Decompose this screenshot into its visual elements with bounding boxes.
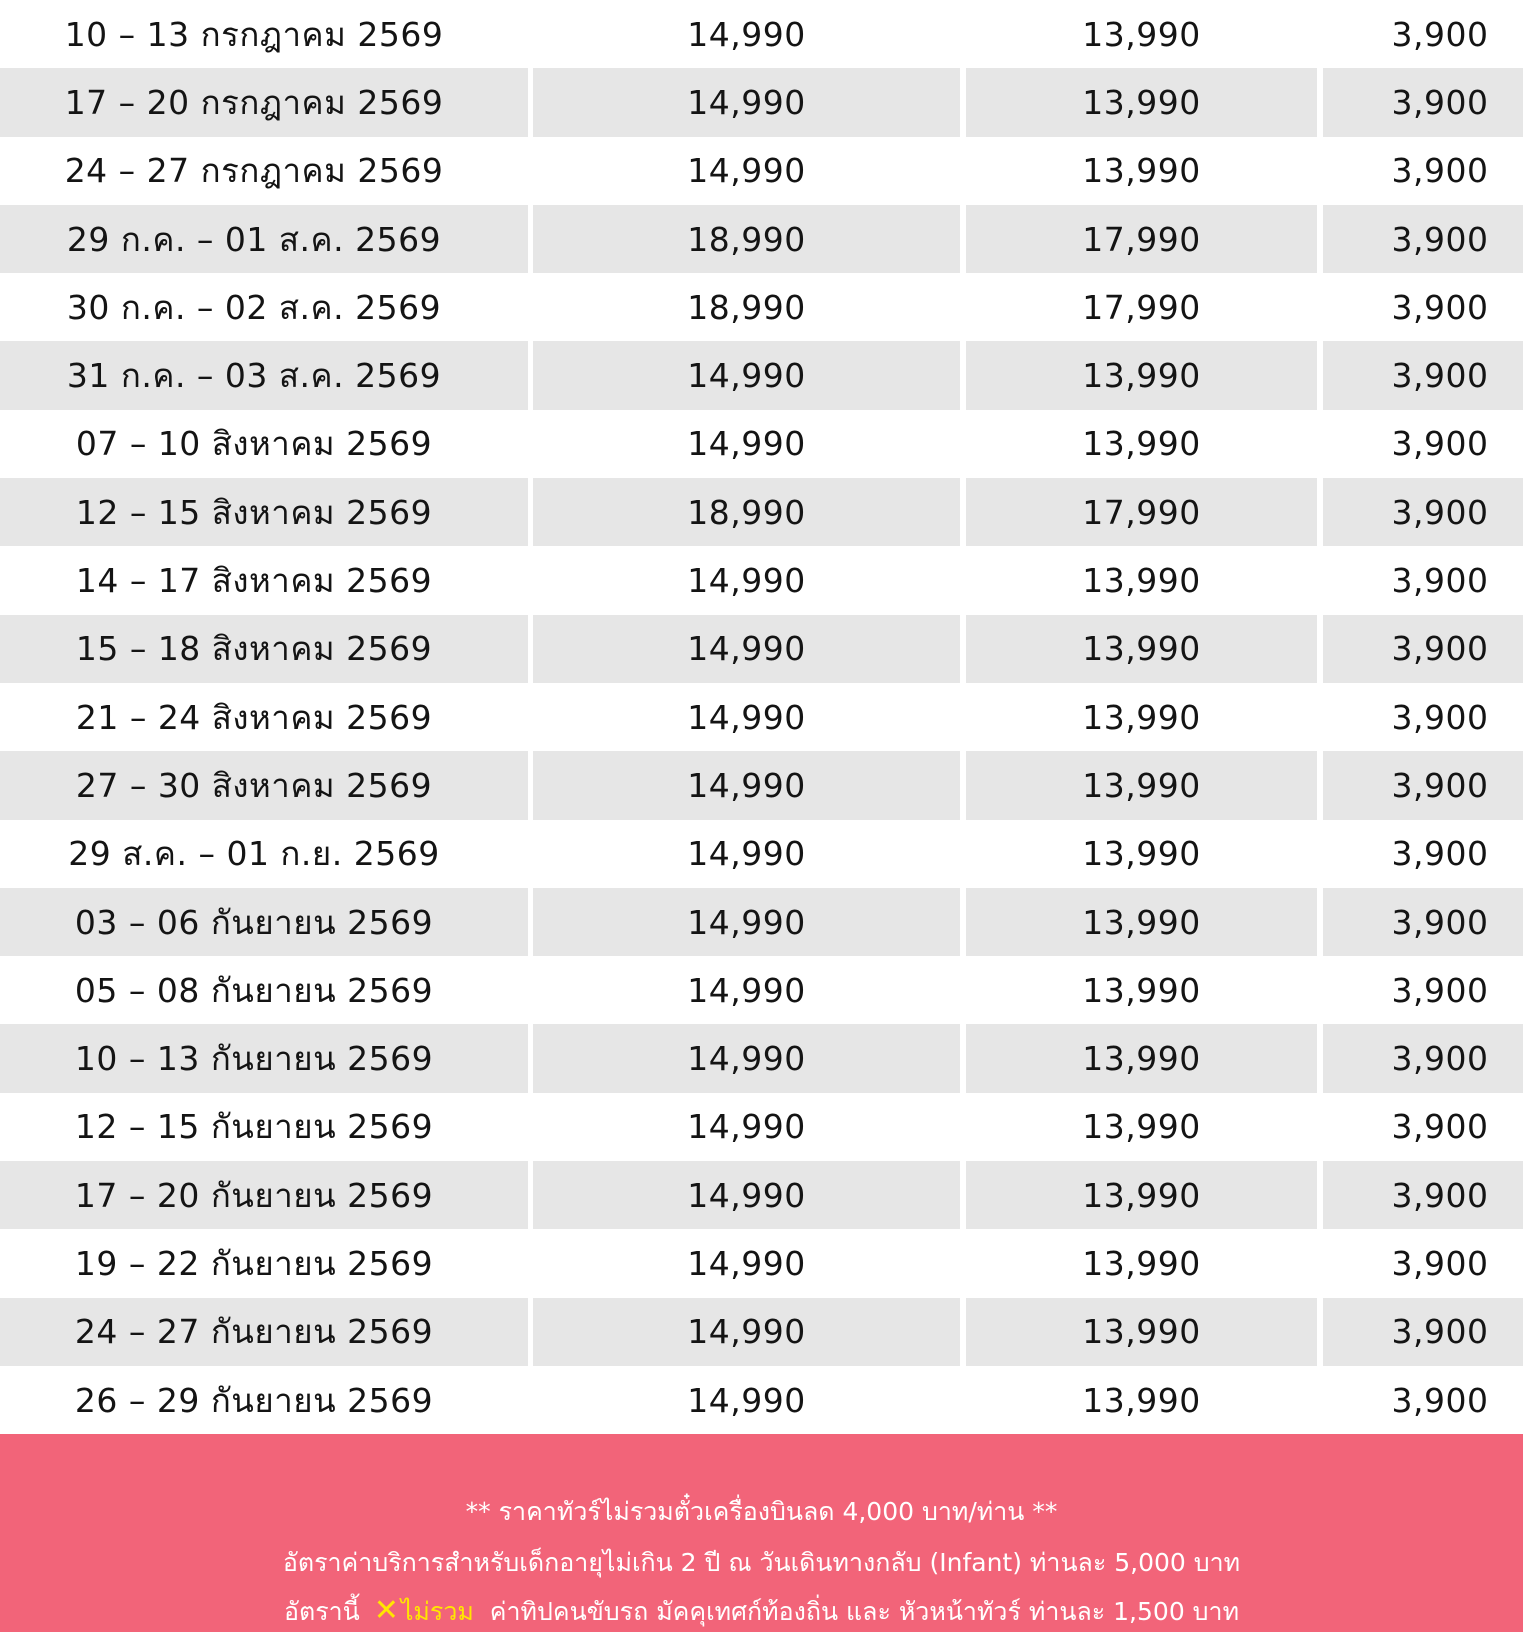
- date-cell-text: 17 – 20 กันยายน 2569: [74, 1175, 434, 1215]
- table-row: [0, 1229, 1523, 1297]
- not-included-label: ไม่รวม: [400, 1597, 474, 1626]
- single-supplement-cell: [1323, 956, 1523, 1024]
- child-price-cell: [966, 137, 1317, 205]
- date-cell: [0, 1161, 528, 1229]
- adult-price-cell-text: 14,990: [687, 151, 806, 191]
- adult-price-cell-text: 14,990: [687, 82, 806, 122]
- single-supplement-cell-text: 3,900: [1391, 834, 1489, 874]
- adult-price-cell: [533, 615, 960, 683]
- table-row: [0, 1024, 1523, 1092]
- single-supplement-cell-text: 3,900: [1391, 765, 1489, 805]
- date-cell: [0, 1093, 528, 1161]
- child-price-cell-text: 13,990: [1082, 834, 1201, 874]
- child-price-cell-text: 13,990: [1082, 1380, 1201, 1420]
- child-price-cell: [966, 615, 1317, 683]
- date-cell-text: 10 – 13 กันยายน 2569: [74, 1039, 434, 1079]
- date-cell: [0, 956, 528, 1024]
- child-price-cell-text: 17,990: [1082, 492, 1201, 532]
- date-cell: [0, 820, 528, 888]
- date-cell-text: 24 – 27 กันยายน 2569: [74, 1312, 434, 1352]
- single-supplement-cell: [1323, 820, 1523, 888]
- single-supplement-cell: [1323, 888, 1523, 956]
- date-cell-text: 12 – 15 สิงหาคม 2569: [75, 492, 433, 532]
- table-row: [0, 68, 1523, 136]
- child-price-cell: [966, 820, 1317, 888]
- table-row: [0, 888, 1523, 956]
- child-price-cell-text: 13,990: [1082, 151, 1201, 191]
- child-price-cell-text: 13,990: [1082, 424, 1201, 464]
- date-cell-text: 14 – 17 สิงหาคม 2569: [75, 561, 433, 601]
- adult-price-cell: [533, 68, 960, 136]
- table-row: [0, 956, 1523, 1024]
- date-cell: [0, 1024, 528, 1092]
- adult-price-cell: [533, 820, 960, 888]
- note-line-airfare: ** ราคาทัวร์ไม่รวมตั๋วเครื่องบินลด 4,000 บาท/ท่าน **: [465, 1497, 1058, 1526]
- adult-price-cell: [533, 1298, 960, 1366]
- single-supplement-cell-text: 3,900: [1391, 902, 1489, 942]
- note-suffix: ค่าทิปคนขับรถ มัคคุเทศก์ท้องถิ่น และ หัวหน้าทัวร์ ท่านละ 1,500 บาท: [489, 1597, 1240, 1626]
- date-cell-text: 10 – 13 กรกฎาคม 2569: [64, 14, 444, 54]
- child-price-cell-text: 13,990: [1082, 765, 1201, 805]
- single-supplement-cell: [1323, 1366, 1523, 1434]
- single-supplement-cell: [1323, 1024, 1523, 1092]
- child-price-cell-text: 13,990: [1082, 697, 1201, 737]
- single-supplement-cell: [1323, 683, 1523, 751]
- single-supplement-cell: [1323, 68, 1523, 136]
- single-supplement-cell-text: 3,900: [1391, 561, 1489, 601]
- adult-price-cell: [533, 1161, 960, 1229]
- table-row: [0, 751, 1523, 819]
- date-cell-text: 29 ส.ค. – 01 ก.ย. 2569: [68, 834, 440, 874]
- adult-price-cell: [533, 137, 960, 205]
- notes-banner: [0, 1434, 1523, 1632]
- adult-price-cell-text: 18,990: [687, 287, 806, 327]
- single-supplement-cell-text: 3,900: [1391, 1380, 1489, 1420]
- date-cell: [0, 615, 528, 683]
- child-price-cell: [966, 1161, 1317, 1229]
- adult-price-cell-text: 14,990: [687, 902, 806, 942]
- note-prefix: อัตรานี้: [283, 1597, 360, 1626]
- date-cell-text: 19 – 22 กันยายน 2569: [74, 1243, 434, 1283]
- child-price-cell: [966, 68, 1317, 136]
- single-supplement-cell-text: 3,900: [1391, 1175, 1489, 1215]
- date-cell-text: 21 – 24 สิงหาคม 2569: [75, 697, 433, 737]
- date-cell: [0, 683, 528, 751]
- single-supplement-cell-text: 3,900: [1391, 629, 1489, 669]
- child-price-cell-text: 13,990: [1082, 561, 1201, 601]
- adult-price-cell-text: 18,990: [687, 492, 806, 532]
- adult-price-cell-text: 14,990: [687, 1243, 806, 1283]
- date-cell-text: 15 – 18 สิงหาคม 2569: [75, 629, 433, 669]
- single-supplement-cell: [1323, 1161, 1523, 1229]
- adult-price-cell: [533, 0, 960, 68]
- adult-price-cell: [533, 410, 960, 478]
- single-supplement-cell-text: 3,900: [1391, 1243, 1489, 1283]
- date-cell: [0, 0, 528, 68]
- child-price-cell-text: 13,990: [1082, 1312, 1201, 1352]
- adult-price-cell-text: 14,990: [687, 1039, 806, 1079]
- table-row: [0, 820, 1523, 888]
- date-cell: [0, 68, 528, 136]
- adult-price-cell: [533, 888, 960, 956]
- date-cell: [0, 546, 528, 614]
- single-supplement-cell-text: 3,900: [1391, 151, 1489, 191]
- adult-price-cell: [533, 205, 960, 273]
- adult-price-cell-text: 14,990: [687, 1380, 806, 1420]
- child-price-cell: [966, 410, 1317, 478]
- adult-price-cell: [533, 751, 960, 819]
- single-supplement-cell: [1323, 1298, 1523, 1366]
- single-supplement-cell: [1323, 205, 1523, 273]
- child-price-cell: [966, 1024, 1317, 1092]
- adult-price-cell: [533, 341, 960, 409]
- date-cell-text: 31 ก.ค. – 03 ส.ค. 2569: [66, 356, 442, 396]
- table-row: [0, 478, 1523, 546]
- single-supplement-cell-text: 3,900: [1391, 356, 1489, 396]
- child-price-cell: [966, 0, 1317, 68]
- child-price-cell-text: 17,990: [1082, 287, 1201, 327]
- note-line-infant: อัตราค่าบริการสำหรับเด็กอายุไม่เกิน 2 ปี ณ วันเดินทางกลับ (Infant) ท่านละ 5,000 บาท: [282, 1548, 1241, 1577]
- adult-price-cell: [533, 546, 960, 614]
- adult-price-cell-text: 14,990: [687, 834, 806, 874]
- single-supplement-cell: [1323, 273, 1523, 341]
- date-cell-text: 12 – 15 กันยายน 2569: [74, 1107, 434, 1147]
- child-price-cell: [966, 888, 1317, 956]
- child-price-cell-text: 13,990: [1082, 1175, 1201, 1215]
- table-row: [0, 137, 1523, 205]
- single-supplement-cell: [1323, 137, 1523, 205]
- table-row: [0, 1093, 1523, 1161]
- single-supplement-cell: [1323, 546, 1523, 614]
- adult-price-cell: [533, 683, 960, 751]
- single-supplement-cell: [1323, 341, 1523, 409]
- date-cell-text: 27 – 30 สิงหาคม 2569: [75, 765, 433, 805]
- adult-price-cell-text: 14,990: [687, 697, 806, 737]
- x-mark-icon: ✕: [373, 1593, 399, 1628]
- child-price-cell: [966, 751, 1317, 819]
- child-price-cell: [966, 1366, 1317, 1434]
- adult-price-cell-text: 14,990: [687, 765, 806, 805]
- child-price-cell-text: 13,990: [1082, 356, 1201, 396]
- single-supplement-cell: [1323, 1093, 1523, 1161]
- table-row: [0, 615, 1523, 683]
- adult-price-cell: [533, 956, 960, 1024]
- date-cell: [0, 410, 528, 478]
- child-price-cell: [966, 341, 1317, 409]
- child-price-cell-text: 13,990: [1082, 1107, 1201, 1147]
- child-price-cell-text: 13,990: [1082, 1039, 1201, 1079]
- single-supplement-cell-text: 3,900: [1391, 424, 1489, 464]
- single-supplement-cell: [1323, 615, 1523, 683]
- single-supplement-cell: [1323, 410, 1523, 478]
- child-price-cell: [966, 1229, 1317, 1297]
- single-supplement-cell: [1323, 478, 1523, 546]
- adult-price-cell-text: 14,990: [687, 1312, 806, 1352]
- adult-price-cell-text: 14,990: [687, 629, 806, 669]
- adult-price-cell: [533, 1366, 960, 1434]
- single-supplement-cell-text: 3,900: [1391, 492, 1489, 532]
- date-cell: [0, 1229, 528, 1297]
- date-cell: [0, 273, 528, 341]
- adult-price-cell-text: 14,990: [687, 424, 806, 464]
- adult-price-cell-text: 14,990: [687, 561, 806, 601]
- date-cell-text: 05 – 08 กันยายน 2569: [74, 970, 434, 1010]
- child-price-cell-text: 13,990: [1082, 82, 1201, 122]
- date-cell: [0, 1366, 528, 1434]
- child-price-cell-text: 17,990: [1082, 219, 1201, 259]
- date-cell: [0, 1298, 528, 1366]
- single-supplement-cell-text: 3,900: [1391, 697, 1489, 737]
- date-cell-text: 17 – 20 กรกฎาคม 2569: [64, 82, 444, 122]
- table-row: [0, 341, 1523, 409]
- adult-price-cell-text: 14,990: [687, 14, 806, 54]
- date-cell: [0, 751, 528, 819]
- adult-price-cell: [533, 1229, 960, 1297]
- date-cell: [0, 888, 528, 956]
- adult-price-cell-text: 14,990: [687, 1175, 806, 1215]
- child-price-cell: [966, 478, 1317, 546]
- adult-price-cell: [533, 273, 960, 341]
- adult-price-cell-text: 14,990: [687, 1107, 806, 1147]
- date-cell-text: 03 – 06 กันยายน 2569: [74, 902, 434, 942]
- child-price-cell: [966, 273, 1317, 341]
- table-row: [0, 410, 1523, 478]
- date-cell-text: 29 ก.ค. – 01 ส.ค. 2569: [66, 219, 442, 259]
- adult-price-cell-text: 18,990: [687, 219, 806, 259]
- single-supplement-cell-text: 3,900: [1391, 82, 1489, 122]
- date-cell-text: 24 – 27 กรกฎาคม 2569: [64, 151, 444, 191]
- child-price-cell: [966, 205, 1317, 273]
- date-cell: [0, 137, 528, 205]
- table-row: [0, 1366, 1523, 1434]
- child-price-cell: [966, 683, 1317, 751]
- table-row: [0, 546, 1523, 614]
- child-price-cell-text: 13,990: [1082, 629, 1201, 669]
- single-supplement-cell-text: 3,900: [1391, 1312, 1489, 1352]
- date-cell: [0, 205, 528, 273]
- child-price-cell: [966, 1298, 1317, 1366]
- child-price-cell-text: 13,990: [1082, 902, 1201, 942]
- single-supplement-cell: [1323, 751, 1523, 819]
- adult-price-cell-text: 14,990: [687, 356, 806, 396]
- single-supplement-cell-text: 3,900: [1391, 1039, 1489, 1079]
- date-cell: [0, 478, 528, 546]
- single-supplement-cell-text: 3,900: [1391, 970, 1489, 1010]
- single-supplement-cell-text: 3,900: [1391, 1107, 1489, 1147]
- table-row: [0, 205, 1523, 273]
- adult-price-cell: [533, 1024, 960, 1092]
- date-cell-text: 30 ก.ค. – 02 ส.ค. 2569: [66, 287, 442, 327]
- child-price-cell: [966, 546, 1317, 614]
- adult-price-cell: [533, 478, 960, 546]
- single-supplement-cell-text: 3,900: [1391, 14, 1489, 54]
- date-cell-text: 26 – 29 กันยายน 2569: [74, 1380, 434, 1420]
- table-row: [0, 1161, 1523, 1229]
- adult-price-cell: [533, 1093, 960, 1161]
- table-row: [0, 273, 1523, 341]
- child-price-cell: [966, 956, 1317, 1024]
- table-row: [0, 0, 1523, 68]
- note-line-exclusions: [0, 1592, 1523, 1632]
- date-cell: [0, 341, 528, 409]
- single-supplement-cell: [1323, 0, 1523, 68]
- child-price-cell-text: 13,990: [1082, 14, 1201, 54]
- single-supplement-cell-text: 3,900: [1391, 219, 1489, 259]
- adult-price-cell-text: 14,990: [687, 970, 806, 1010]
- table-row: [0, 1298, 1523, 1366]
- table-row: [0, 683, 1523, 751]
- child-price-cell: [966, 1093, 1317, 1161]
- child-price-cell-text: 13,990: [1082, 970, 1201, 1010]
- single-supplement-cell: [1323, 1229, 1523, 1297]
- date-cell-text: 07 – 10 สิงหาคม 2569: [75, 424, 433, 464]
- child-price-cell-text: 13,990: [1082, 1243, 1201, 1283]
- single-supplement-cell-text: 3,900: [1391, 287, 1489, 327]
